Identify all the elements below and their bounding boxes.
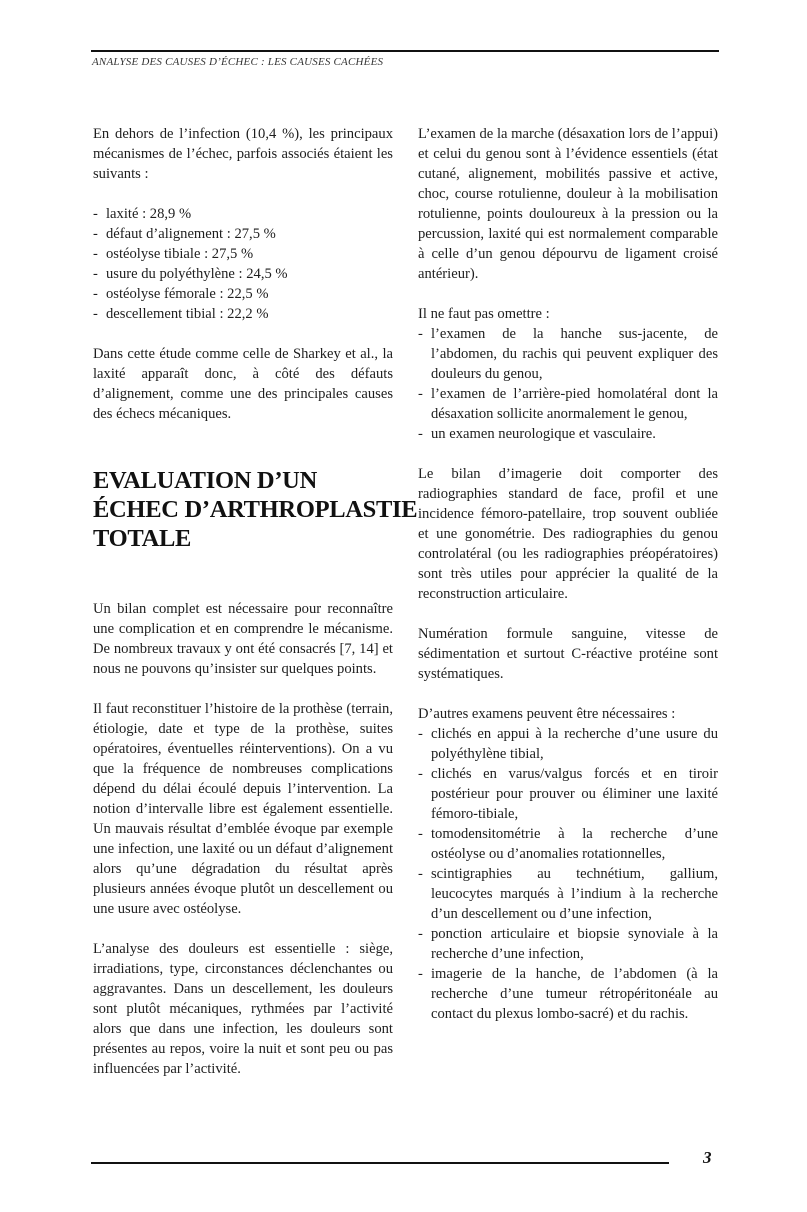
left-column — [93, 124, 418, 1099]
examen-item: - scintigraphies au technétium, gallium, leucocytes marqués à l’indium à la recherche d’un descellement ou d’une infection, — [418, 864, 718, 924]
running-head: ANALYSE DES CAUSES D’ÉCHEC : LES CAUSES CACHÉES — [92, 56, 384, 68]
numeration-paragraph: Numération formule sanguine, vitesse de sédimentation et surtout C-réactive protéine sont systématiques. — [418, 626, 718, 682]
examen-item: - tomodensitométrie à la recherche d’une ostéolyse ou d’anomalies rotationnelles, — [418, 824, 718, 864]
heading-line: ÉCHEC D’ARTHROPLASTIE — [93, 496, 418, 523]
mechanism-item: - laxité : 28,9 % — [93, 204, 393, 224]
examen-item: - imagerie de la hanche, de l’abdomen (à la recherche d’une tumeur rétropéritonéale au contact du plexus lombo-sacré) et du rachis. — [418, 964, 718, 1024]
histoire-paragraph: Il faut reconstituer l’histoire de la prothèse (terrain, étiologie, date et type de la prothèse, suites opératoires, éventuelles réinterventions). On a vu que la fréquence de nombreuses complications dépend du délai écoulé depuis l’intervention. La notion d’intervalle libre est également essentielle. Un mauvais résultat d’emblée évoque par exemple une infection, une laxité ou un défaut d’alignement alors qu’une dégradation du résultat après plusieurs années évoque plutôt un descellement ou une usure avec ostéolyse. — [93, 701, 393, 917]
mechanism-item: - usure du polyéthylène : 24,5 % — [93, 264, 393, 284]
header-rule — [91, 50, 719, 52]
bilan-paragraph: Un bilan complet est nécessaire pour reconnaître une complication et en comprendre le mécanisme. De nombreux travaux y ont été consacrés [7, 14] et nous ne pouvons qu’insister sur quelques points. — [93, 601, 393, 677]
intro-paragraph: En dehors de l’infection (10,4 %), les principaux mécanismes de l’échec, parfois associés étaient les suivants : — [93, 126, 393, 182]
examen-item: - clichés en varus/valgus forcés et en tiroir postérieur pour prouver ou éliminer une laxité fémoro-tibiale, — [418, 764, 718, 824]
mechanism-item: - ostéolyse fémorale : 22,5 % — [93, 284, 393, 304]
heading-line: EVALUATION D’UN — [93, 467, 317, 494]
section-heading — [93, 466, 418, 553]
omettre-intro: Il ne faut pas omettre : — [418, 306, 550, 322]
omettre-list — [418, 324, 718, 444]
omettre-item: - un examen neurologique et vasculaire. — [418, 424, 718, 444]
mechanism-item: - descellement tibial : 22,2 % — [93, 304, 393, 324]
right-column — [418, 124, 718, 1044]
douleurs-paragraph: L’analyse des douleurs est essentielle : siège, irradiations, type, circonstances déclenchantes ou aggravantes. Dans un descellement, les douleurs sont plutôt mécaniques, rythmées par l’activité alors que dans une infection, les douleurs sont présentes au repos, voire la nuit et sont peu ou pas influencées par l’activité. — [93, 941, 393, 1077]
examen-item: - clichés en appui à la recherche d’une usure du polyéthylène tibial, — [418, 724, 718, 764]
page-number: 3 — [703, 1148, 712, 1167]
study-paragraph: Dans cette étude comme celle de Sharkey et al., la laxité apparaît donc, à côté des défauts d’alignement, comme une des principales causes des échecs mécaniques. — [93, 346, 393, 422]
marche-paragraph: L’examen de la marche (désaxation lors de l’appui) et celui du genou sont à l’évidence essentiels (état cutané, alignement, mobilités passive et active, choc, course rotulienne, douleur à la mobilisation rotulienne, points douloureux à la pression ou la percussion, laxité qui est normalement comparable à celle d’un genou dépourvu de ligament croisé antérieur). — [418, 126, 718, 282]
mechanism-item: - défaut d’alignement : 27,5 % — [93, 224, 393, 244]
omettre-item: - l’examen de l’arrière-pied homolatéral dont la désaxation sollicite anormalement le genou, — [418, 384, 718, 424]
imagerie-paragraph: Le bilan d’imagerie doit comporter des radiographies standard de face, profil et une incidence fémoro-patellaire, trop souvent oubliée et une gonométrie. Des radiographies du genou controlatéral (ou les radiographies préopératoires) sont très utiles pour apprécier la qualité de la reconstruction articulaire. — [418, 466, 718, 602]
examens-list — [418, 724, 718, 1024]
mechanism-item: - ostéolyse tibiale : 27,5 % — [93, 244, 393, 264]
mechanism-list — [93, 204, 393, 324]
footer-rule — [91, 1162, 669, 1164]
heading-line: TOTALE — [93, 525, 192, 552]
omettre-item: - l’examen de la hanche sus-jacente, de l’abdomen, du rachis qui peuvent expliquer des douleurs du genou, — [418, 324, 718, 384]
examens-intro: D’autres examens peuvent être nécessaires : — [418, 706, 676, 722]
examen-item: - ponction articulaire et biopsie synoviale à la recherche d’une infection, — [418, 924, 718, 964]
